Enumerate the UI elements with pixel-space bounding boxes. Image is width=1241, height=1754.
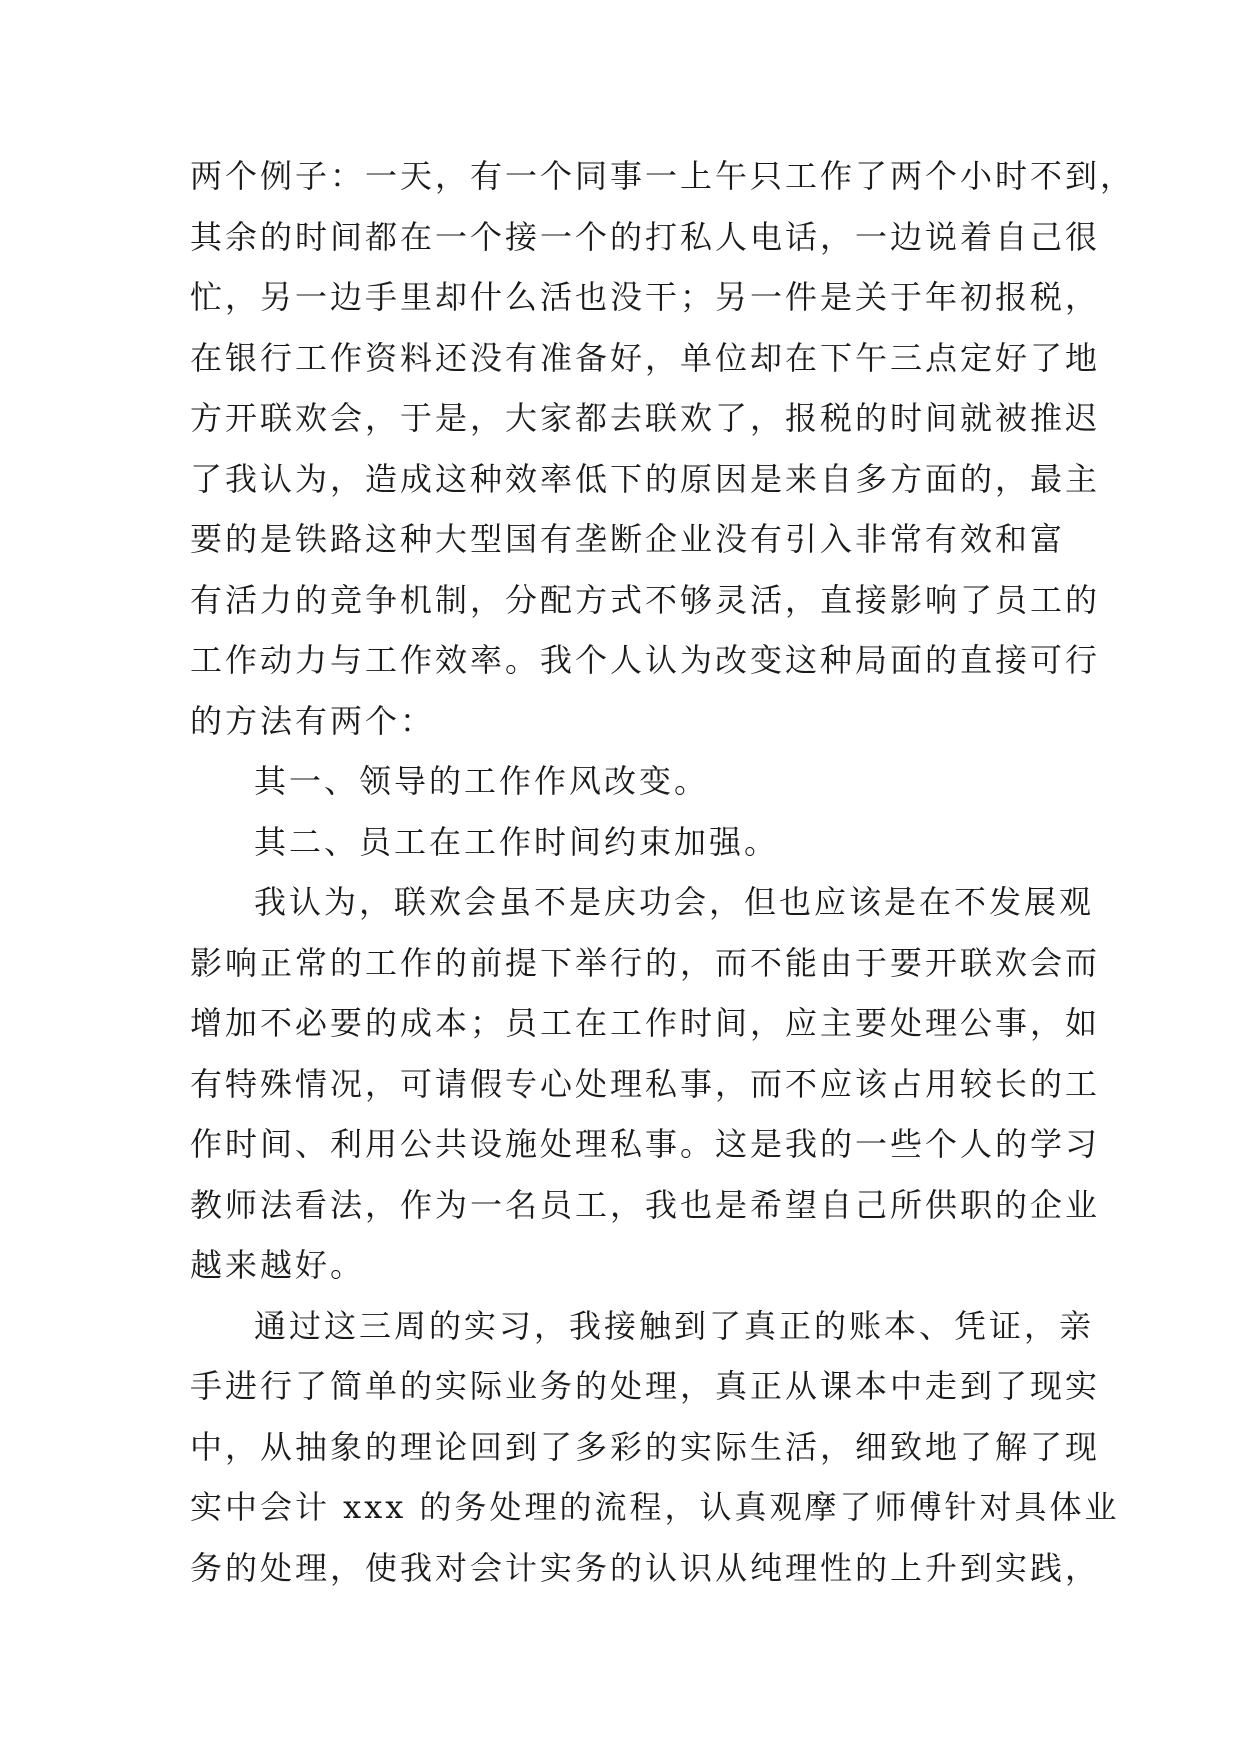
text-line: 在银行工作资料还没有准备好，单位却在下午三点定好了地	[190, 338, 1101, 377]
text-line: 两个例子：一天，有一个同事一上午只工作了两个小时不到，	[190, 157, 1136, 195]
text-line: 越来越好。	[190, 1246, 366, 1284]
text-line-indented: 其二、员工在工作时间约束加强。	[254, 822, 780, 861]
text-line-indented: 通过这三周的实习，我接触到了真正的账本、凭证，亲	[254, 1306, 1095, 1345]
text-line: 务的处理，使我对会计实务的认识从纯理性的上升到实践，	[190, 1548, 1101, 1587]
text-line: 作时间、利用公共设施处理私事。这是我的一些个人的学习	[190, 1125, 1101, 1163]
text-line: 实中会计 xxx 的务处理的流程，认真观摩了师傅针对具体业	[190, 1488, 1120, 1526]
text-line: 方开联欢会，于是，大家都去联欢了，报税的时间就被推迟	[190, 399, 1101, 437]
text-line: 增加不必要的成本；员工在工作时间，应主要处理公事，如	[190, 1004, 1101, 1042]
text-line: 有特殊情况，可请假专心处理私事，而不应该占用较长的工	[190, 1064, 1101, 1103]
text-line-indented: 我认为，联欢会虽不是庆功会，但也应该是在不发展观	[254, 883, 1095, 921]
text-line-indented: 其一、领导的工作作风改变。	[254, 762, 710, 800]
text-line: 其余的时间都在一个接一个的打私人电话，一边说着自己很	[190, 217, 1101, 256]
text-line: 中，从抽象的理论回到了多彩的实际生活，细致地了解了现	[190, 1427, 1101, 1466]
text-line: 忙，另一边手里却什么活也没干；另一件是关于年初报税，	[190, 278, 1101, 316]
document-page	[190, 146, 1136, 1598]
text-line: 要的是铁路这种大型国有垄断企业没有引入非常有效和富	[190, 520, 1066, 558]
text-line: 影响正常的工作的前提下举行的，而不能由于要开联欢会而	[190, 943, 1101, 982]
text-line: 了我认为，造成这种效率低下的原因是来自多方面的，最主	[190, 459, 1101, 498]
text-line: 教师法看法，作为一名员工，我也是希望自己所供职的企业	[190, 1185, 1101, 1224]
text-line: 手进行了简单的实际业务的处理，真正从课本中走到了现实	[190, 1367, 1101, 1405]
text-line: 工作动力与工作效率。我个人认为改变这种局面的直接可行	[190, 641, 1101, 679]
text-line: 有活力的竞争机制，分配方式不够灵活，直接影响了员工的	[190, 580, 1101, 619]
text-line: 的方法有两个：	[190, 701, 436, 740]
